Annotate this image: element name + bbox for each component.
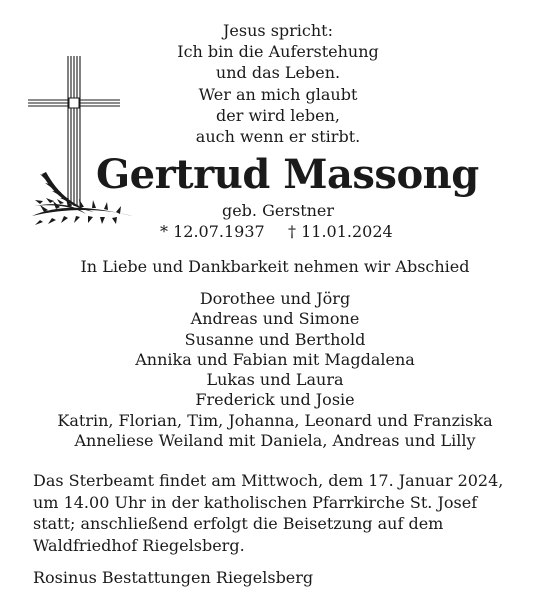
bible-verse xyxy=(150,20,406,147)
verse-line: Ich bin die Auferstehung xyxy=(177,42,379,62)
service-line: um 14.00 Uhr in der katholischen Pfarrkirche St. Josef xyxy=(33,492,478,512)
cross-with-palm-branch-icon xyxy=(24,56,144,238)
mourner-line: Dorothee und Jörg xyxy=(199,289,351,308)
service-line: Das Sterbeamt findet am Mittwoch, dem 17. Januar 2024, xyxy=(33,471,504,490)
maiden-name: geb. Gerstner xyxy=(221,201,335,220)
mourner-line: Susanne und Berthold xyxy=(184,329,366,349)
verse-line: auch wenn er stirbt. xyxy=(195,127,361,147)
mourner-line: Andreas und Simone xyxy=(190,309,360,329)
verse-line: und das Leben. xyxy=(215,63,341,83)
mourner-line: Anneliese Weiland mit Daniela, Andreas und Lilly xyxy=(74,431,476,451)
mourners-list xyxy=(20,289,530,451)
mourner-line: Lukas und Laura xyxy=(206,370,344,390)
service-line: Waldfriedhof Riegelsberg. xyxy=(33,535,245,555)
death-date: † 11.01.2024 xyxy=(288,222,393,241)
deceased-name: Gertrud Massong xyxy=(96,151,479,198)
mourner-line: Annika und Fabian mit Magdalena xyxy=(135,349,415,369)
undertaker-name: Rosinus Bestattungen Riegelsberg xyxy=(33,568,314,587)
farewell-line: In Liebe und Dankbarkeit nehmen wir Abschied xyxy=(80,257,470,276)
mourner-line: Katrin, Florian, Tim, Johanna, Leonard und Franziska xyxy=(57,410,493,430)
mourner-line: Frederick und Josie xyxy=(195,390,355,410)
birth-date: * 12.07.1937 xyxy=(160,222,265,241)
verse-line: Jesus spricht: xyxy=(223,21,333,40)
funeral-service-info xyxy=(33,470,533,556)
service-line: statt; anschließend erfolgt die Beisetzung auf dem xyxy=(33,514,444,533)
verse-line: Wer an mich glaubt xyxy=(198,84,358,104)
verse-line: der wird leben, xyxy=(216,105,340,125)
